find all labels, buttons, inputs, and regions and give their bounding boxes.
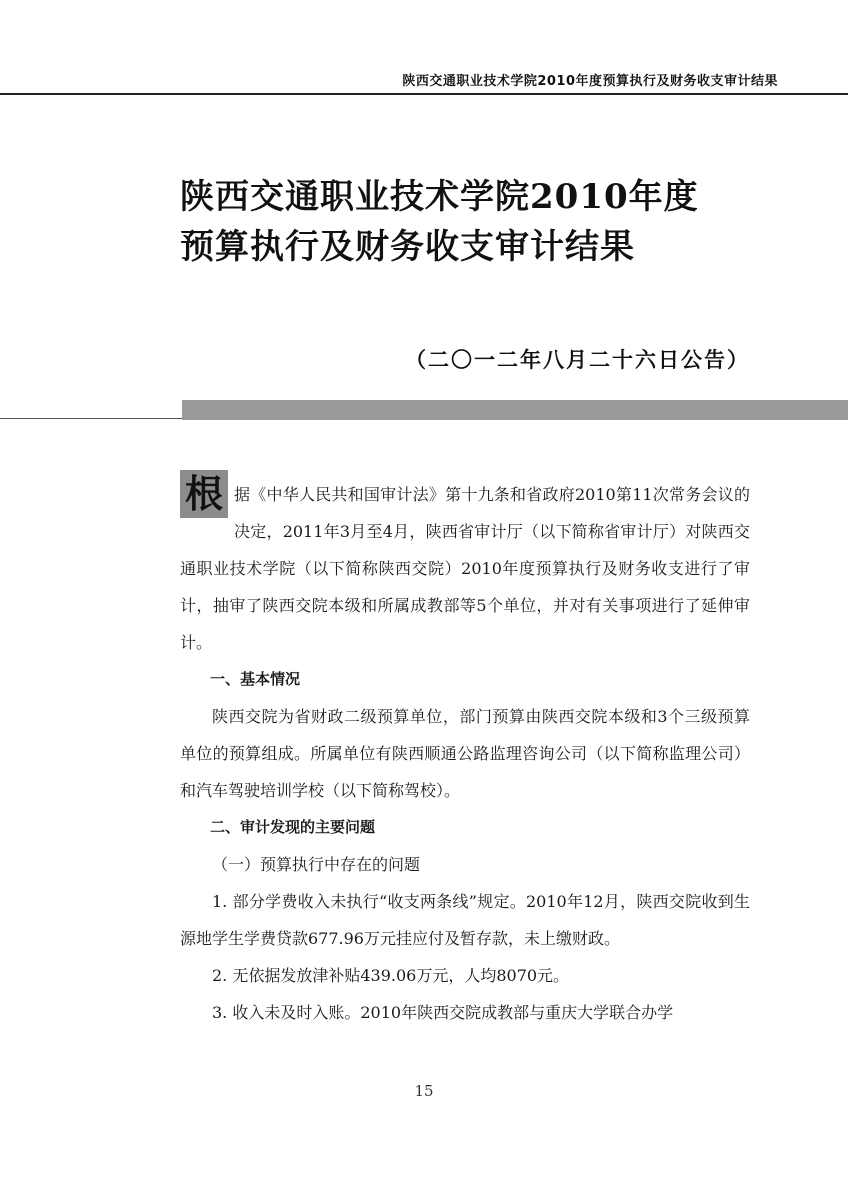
item-1-paragraph: 1. 部分学费收入未执行“收支两条线”规定。2010年12月，陕西交院收到生源地学生学费贷款677.96万元挂应付及暂存款，未上缴财政。 — [180, 892, 750, 948]
intro-text: 据《中华人民共和国审计法》第十九条和省政府2010第11次常务会议的决定，2011年3月至4月，陕西省审计厅（以下简称省审计厅）对陕西交通职业技术学院（以下简称陕西交院）2010年度预算执行及财务收支进行了审计，抽审了陕西交院本级和所属成教部等5个单位，并对有关事项进行了延伸审计。 — [180, 485, 750, 652]
section-heading-1: 一、基本情况 — [210, 670, 301, 688]
item-3-paragraph: 3. 收入未及时入账。2010年陕西交院成教部与重庆大学联合办学 — [212, 1003, 674, 1022]
subsection-heading-1: （一）预算执行中存在的问题 — [212, 855, 421, 874]
page-number: 15 — [414, 1082, 434, 1100]
header-rule — [0, 93, 848, 95]
title-line-2: 预算执行及财务收支审计结果 — [180, 227, 635, 267]
announcement-date: （二〇一二年八月二十六日公告） — [405, 348, 750, 372]
decorative-gray-bar — [182, 400, 848, 420]
intro-paragraph — [180, 472, 750, 661]
title-block — [180, 172, 800, 272]
section-1-paragraph: 陕西交院为省财政二级预算单位，部门预算由陕西交院本级和3个三级预算单位的预算组成。所属单位有陕西顺通公路监理咨询公司（以下简称监理公司）和汽车驾驶培训学校（以下简称驾校）。 — [180, 707, 750, 800]
section-heading-2: 二、审计发现的主要问题 — [210, 818, 376, 836]
item-2-paragraph: 2. 无依据发放津补贴439.06万元，人均8070元。 — [212, 966, 570, 985]
drop-cap: 根 — [180, 470, 228, 518]
left-thin-rule — [0, 418, 182, 419]
title-line-1: 陕西交通职业技术学院2010年度 — [180, 177, 699, 217]
body-text — [180, 472, 750, 1031]
running-header: 陕西交通职业技术学院2010年度预算执行及财务收支审计结果 — [402, 74, 778, 89]
